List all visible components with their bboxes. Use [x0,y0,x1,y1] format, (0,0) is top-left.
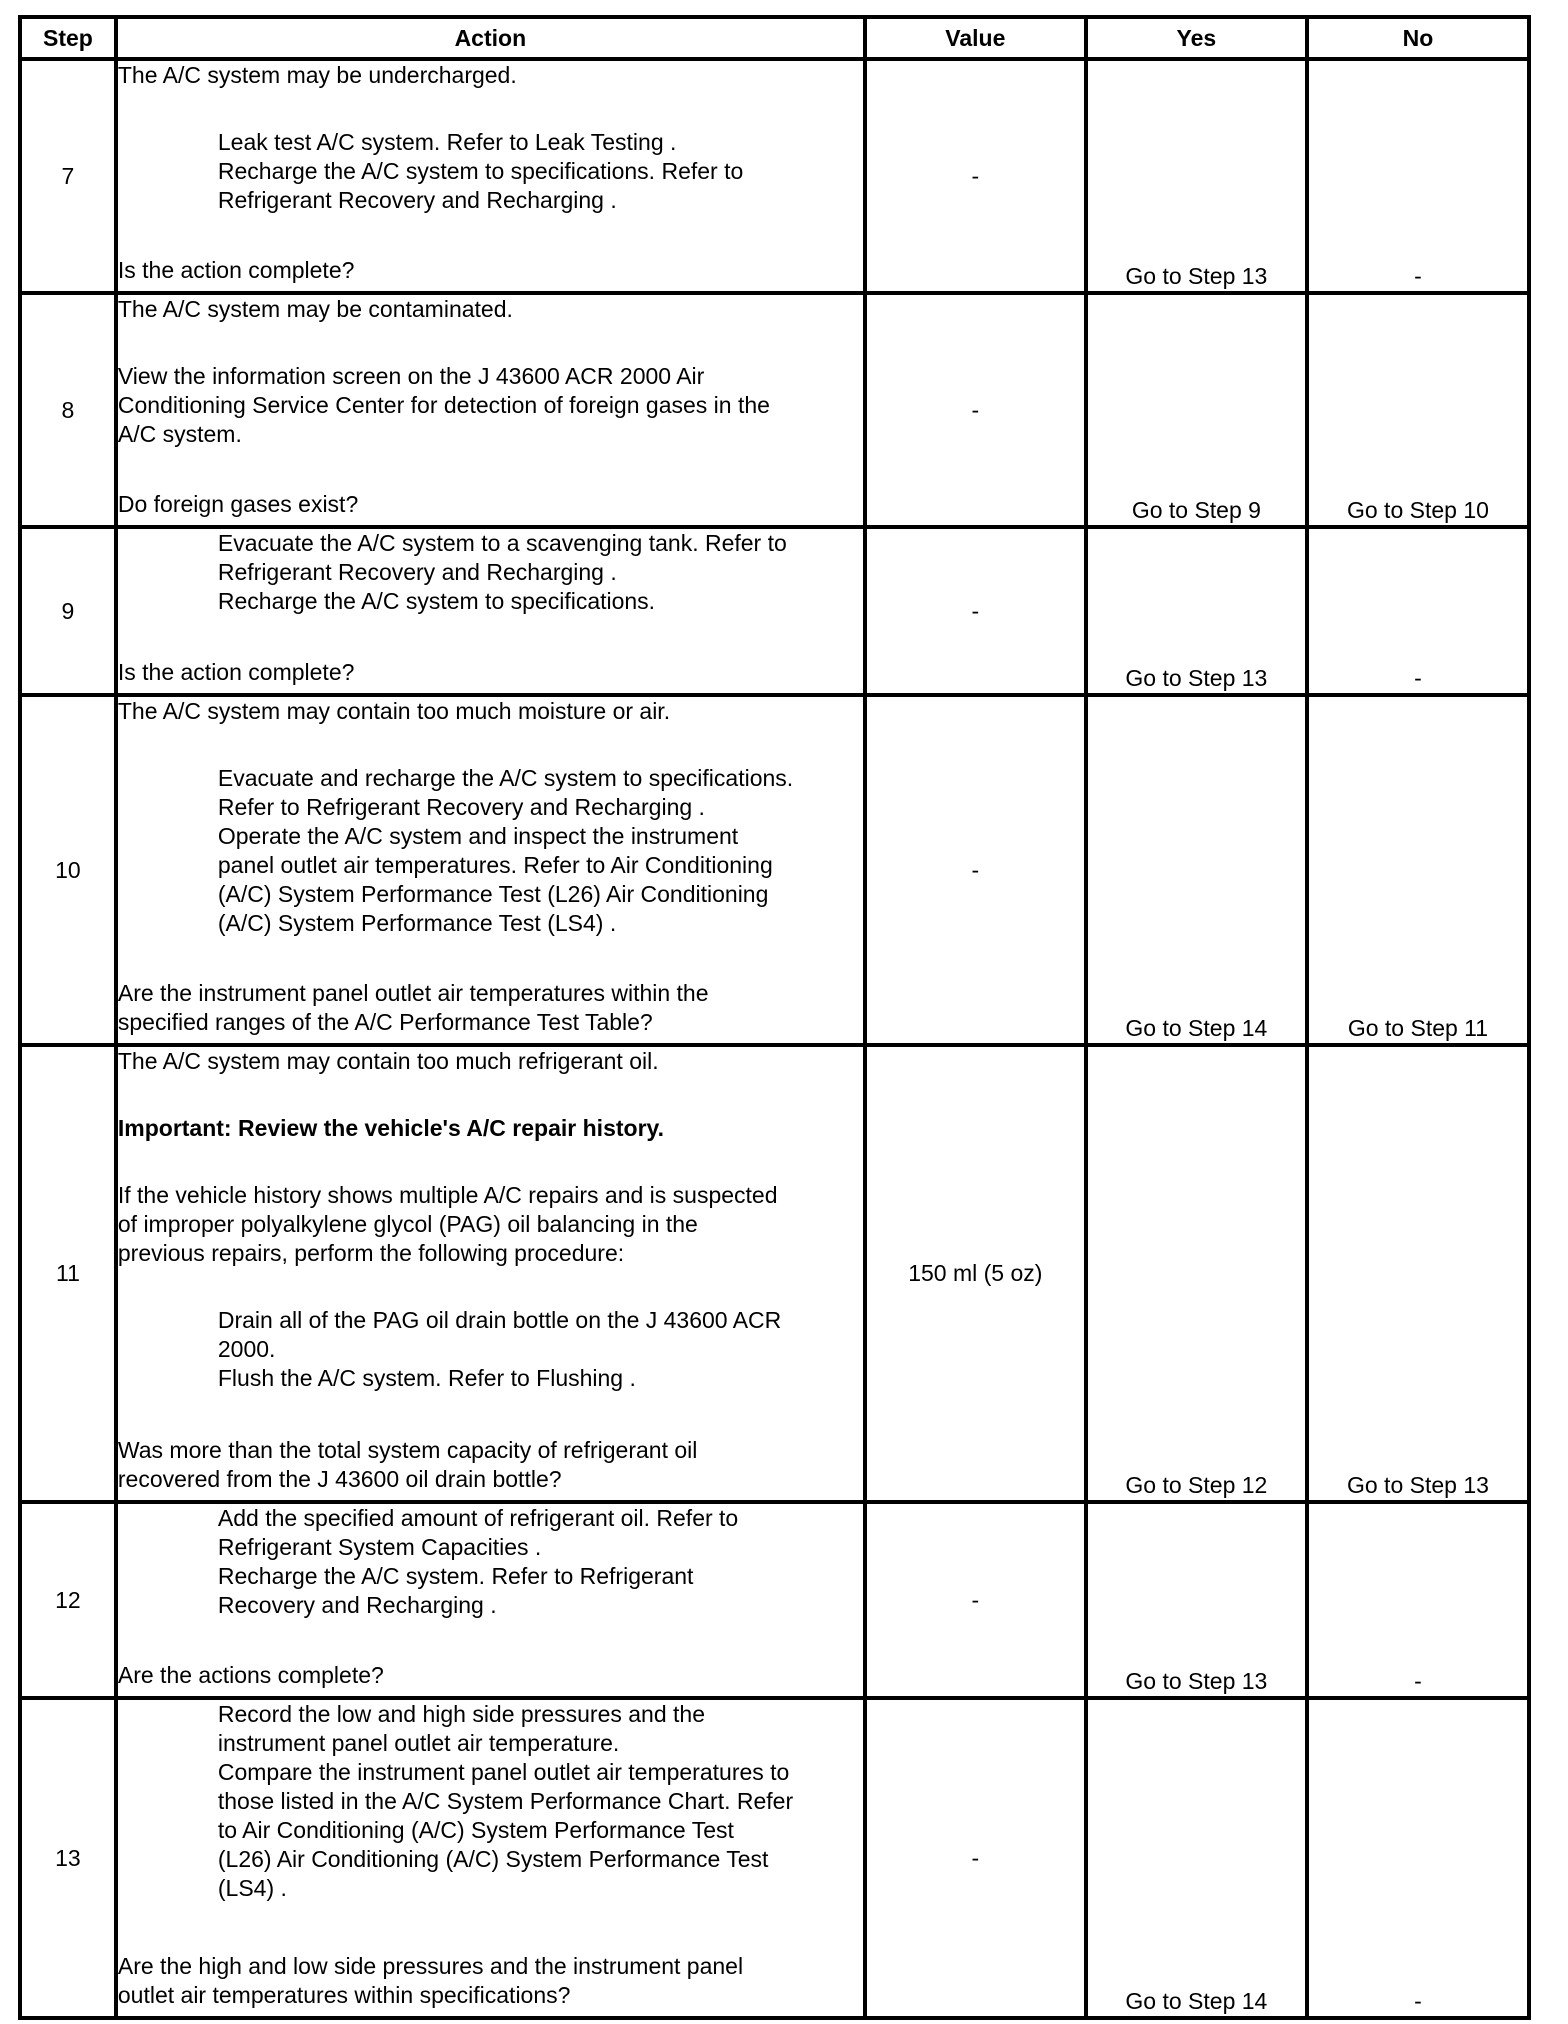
question-line: Are the instrument panel outlet air temperatures within the [117,980,709,1006]
yes-cell: Go to Step 13 [1086,527,1307,695]
action-body: previous repairs, perform the following procedure: [117,1240,625,1266]
action-substep: Drain all of the PAG oil drain bottle on the J 43600 ACR [217,1307,782,1333]
table-row [20,1698,1529,2018]
action-substep: Evacuate and recharge the A/C system to specifications. [217,765,794,791]
question-line: Are the high and low side pressures and the instrument panel [117,1953,744,1979]
action-cell [116,695,865,1045]
action-cell [116,527,865,695]
table-row [20,695,1529,1045]
value-cell: - [865,59,1086,293]
question-line: specified ranges of the A/C Performance Test Table? [117,1009,653,1035]
action-question: Are the actions complete? [117,1662,384,1688]
action-substep: Recharge the A/C system. Refer to Refrigerant [217,1563,694,1589]
question-line: outlet air temperatures within specifications? [117,1982,571,2008]
step-number: 9 [20,527,116,695]
step-number: 13 [20,1698,116,2018]
value-cell: - [865,1698,1086,2018]
action-substep: (A/C) System Performance Test (LS4) . [217,910,617,936]
action-substep: instrument panel outlet air temperature. [217,1730,620,1756]
important-note: Important: Review the vehicle's A/C repair history. [117,1115,664,1141]
header-no: No [1307,17,1529,59]
action-substep: Flush the A/C system. Refer to Flushing . [217,1365,636,1391]
action-body: Conditioning Service Center for detection of foreign gases in the [117,392,770,418]
action-substep: Record the low and high side pressures and the [217,1701,706,1727]
no-cell: - [1307,1502,1529,1698]
step-number: 10 [20,695,116,1045]
action-substep: (L26) Air Conditioning (A/C) System Performance Test [217,1846,769,1872]
action-substep: to Air Conditioning (A/C) System Performance Test [217,1817,734,1843]
question-line: recovered from the J 43600 oil drain bottle? [117,1466,562,1492]
action-substep: Recovery and Recharging . [217,1592,497,1618]
action-body: of improper polyalkylene glycol (PAG) oil balancing in the [117,1211,698,1237]
action-substep: (LS4) . [217,1875,287,1901]
table-row [20,59,1529,293]
step-number: 11 [20,1045,116,1502]
action-cell [116,59,865,293]
action-body: View the information screen on the J 43600 ACR 2000 Air [117,363,705,389]
action-body: A/C system. [117,421,242,447]
table-row [20,1045,1529,1502]
step-number: 7 [20,59,116,293]
yes-cell: Go to Step 14 [1086,1698,1307,2018]
header-value: Value [865,17,1086,59]
action-substep: Refrigerant System Capacities . [217,1534,542,1560]
yes-cell: Go to Step 13 [1086,59,1307,293]
step-number: 8 [20,293,116,527]
action-substep: Compare the instrument panel outlet air temperatures to [217,1759,790,1785]
no-cell: - [1307,527,1529,695]
action-substep: Refrigerant Recovery and Recharging . [217,559,617,585]
action-substep: Recharge the A/C system to specifications. [217,588,656,614]
action-substep: Refer to Refrigerant Recovery and Recharging . [217,794,705,820]
no-cell: Go to Step 11 [1307,695,1529,1045]
action-substep: panel outlet air temperatures. Refer to Air Conditioning [217,852,773,878]
no-cell: - [1307,1698,1529,2018]
yes-cell: Go to Step 14 [1086,695,1307,1045]
action-body: If the vehicle history shows multiple A/C repairs and is suspected [117,1182,778,1208]
action-cell [116,293,865,527]
action-substep: Operate the A/C system and inspect the instrument [217,823,739,849]
action-cell [116,1502,865,1698]
table-row [20,1502,1529,1698]
action-intro: The A/C system may be undercharged. [117,62,517,88]
action-question: Is the action complete? [117,659,355,685]
action-question: Do foreign gases exist? [117,491,359,517]
action-intro: The A/C system may contain too much moisture or air. [117,698,671,724]
table-row [20,527,1529,695]
no-cell: Go to Step 13 [1307,1045,1529,1502]
yes-cell: Go to Step 9 [1086,293,1307,527]
value-cell: - [865,293,1086,527]
table-row [20,293,1529,527]
no-cell: - [1307,59,1529,293]
action-substep: Evacuate the A/C system to a scavenging tank. Refer to [217,530,787,556]
yes-cell: Go to Step 13 [1086,1502,1307,1698]
no-cell: Go to Step 10 [1307,293,1529,527]
header-step: Step [20,17,116,59]
action-question [118,979,863,1037]
action-substep: 2000. [217,1336,276,1362]
header-action: Action [116,17,865,59]
value-cell: - [865,1502,1086,1698]
action-substep: Leak test A/C system. Refer to Leak Testing . [217,129,677,155]
action-substep: (A/C) System Performance Test (L26) Air Conditioning [217,881,769,907]
action-intro: The A/C system may contain too much refrigerant oil. [117,1048,659,1074]
step-number: 12 [20,1502,116,1698]
action-substep: Refrigerant Recovery and Recharging . [217,187,617,213]
value-cell: - [865,527,1086,695]
diagnostic-table [18,15,1531,2020]
action-cell [116,1698,865,2018]
action-intro: The A/C system may be contaminated. [117,296,513,322]
action-substep: those listed in the A/C System Performance Chart. Refer [217,1788,794,1814]
action-question [118,1952,863,2010]
yes-cell: Go to Step 12 [1086,1045,1307,1502]
value-cell: 150 ml (5 oz) [865,1045,1086,1502]
value-cell: - [865,695,1086,1045]
action-question: Is the action complete? [117,257,355,283]
action-substep: Add the specified amount of refrigerant oil. Refer to [217,1505,739,1531]
question-line: Was more than the total system capacity of refrigerant oil [117,1437,698,1463]
action-cell [116,1045,865,1502]
action-substep: Recharge the A/C system to specifications. Refer to [217,158,744,184]
action-question [118,1436,863,1494]
header-yes: Yes [1086,17,1307,59]
header-row [20,17,1529,59]
